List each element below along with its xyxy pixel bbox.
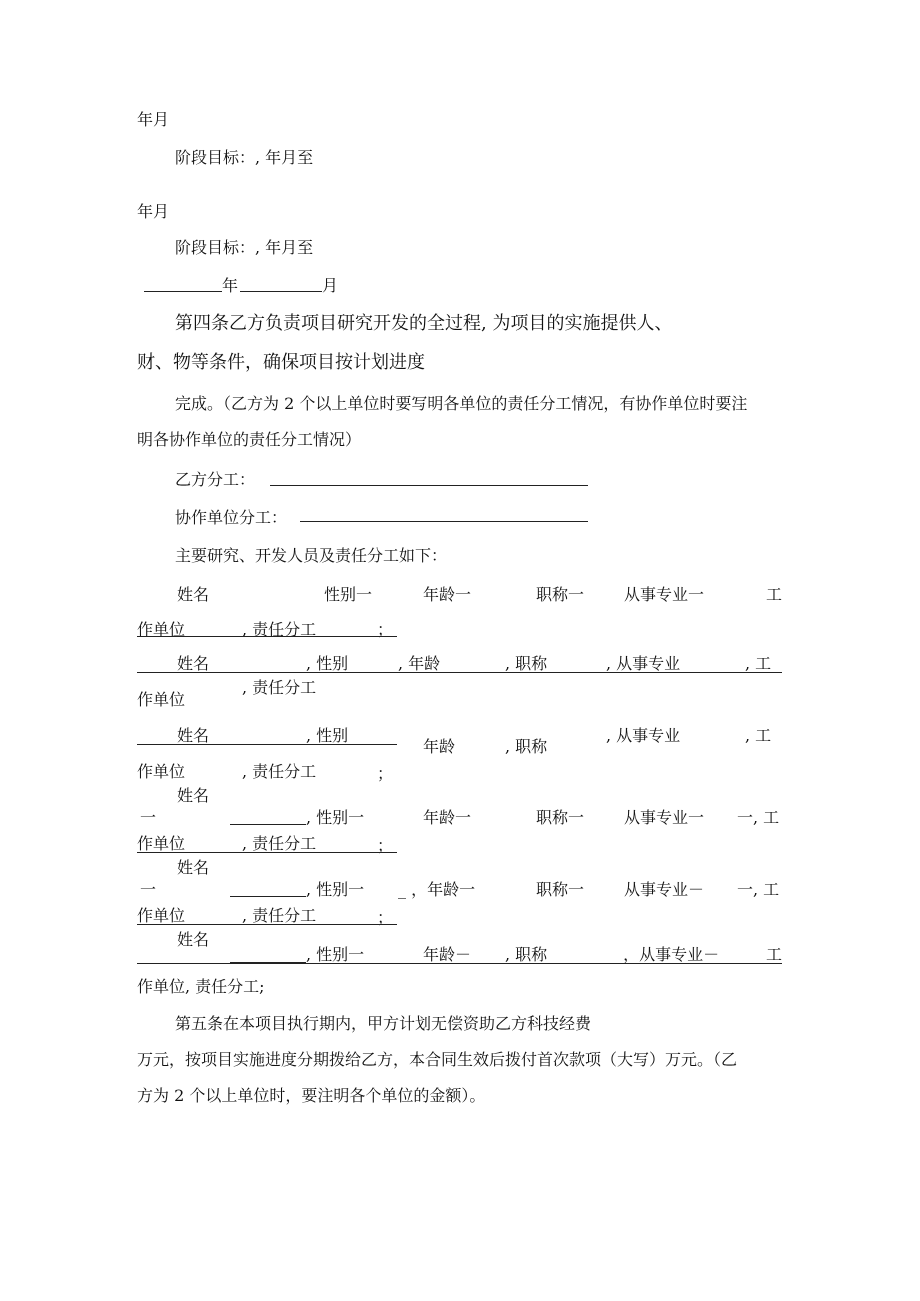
- row6-age: 年龄－: [423, 945, 472, 964]
- blank-year: [144, 291, 222, 292]
- row3-semicolon: ；: [377, 764, 394, 783]
- row3-gong: , 工: [745, 726, 772, 745]
- row6-title: , 职称: [505, 945, 548, 964]
- row2-gender: , 性别: [306, 654, 349, 673]
- row4-major: 从事专业一: [624, 808, 705, 827]
- stage-goal-2: 阶段目标：, 年月至: [175, 238, 314, 257]
- stage-goal-1: 阶段目标：, 年月至: [175, 148, 314, 167]
- row4-unit: 作单位: [137, 834, 186, 853]
- row3-gender: , 性别: [306, 726, 349, 745]
- row6-name: 姓名: [177, 930, 210, 949]
- row1-semicolon: ；: [377, 620, 394, 639]
- row1-name: 姓名: [177, 585, 210, 604]
- row4-duty: , 责任分工: [242, 834, 317, 853]
- row3-age: 年龄: [423, 737, 456, 756]
- row2-title: , 职称: [505, 654, 548, 673]
- row5-semicolon: ；: [377, 908, 394, 927]
- row1-gender: 性别一: [324, 585, 373, 604]
- row1-underline: [137, 636, 397, 637]
- article-4-line-1: 第四条乙方负责项目研究开发的全过程, 为项目的实施提供人、: [175, 313, 673, 334]
- coop-division-field[interactable]: [300, 521, 588, 522]
- row4-age: 年龄一: [423, 808, 472, 827]
- row4-gender: , 性别一: [306, 808, 365, 827]
- coop-division-label: 协作单位分工：: [175, 508, 288, 527]
- row4-semicolon: ；: [377, 836, 394, 855]
- row3-major: , 从事专业: [606, 726, 681, 745]
- row1-duty: , 责任分工: [242, 620, 317, 639]
- row2-name: 姓名: [177, 654, 210, 673]
- row1-gong: 工: [766, 585, 783, 604]
- row1-major: 从事专业一: [624, 585, 705, 604]
- row6-gender: , 性别一: [306, 945, 365, 964]
- row5-duty: , 责任分工: [242, 906, 317, 925]
- row3-underline: [137, 744, 397, 745]
- party-b-division-label: 乙方分工：: [175, 470, 256, 489]
- completion-note-2: 明各协作单位的责任分工情况）: [137, 430, 362, 449]
- label-month: 月: [322, 276, 339, 295]
- blank-month: [240, 291, 322, 292]
- article-5-line-2: 万元，按项目实施进度分期拨给乙方，本合同生效后拨付首次款项（大写）万元。（乙: [137, 1050, 738, 1069]
- text-year-month-2: 年月: [137, 202, 170, 221]
- row6-major: _ ，从事专业－: [610, 945, 720, 964]
- row3-title: , 职称: [505, 737, 548, 756]
- row5-name: 姓名: [177, 858, 210, 877]
- article-5-line-3: 方为 2 个以上单位时，要注明各个单位的金额）。: [137, 1086, 486, 1105]
- row1-unit: 作单位: [137, 620, 186, 639]
- row3-unit: 作单位: [137, 762, 186, 781]
- row5-dash: 一: [140, 880, 157, 899]
- last-unit-duty: 作单位, 责任分工;: [137, 977, 265, 996]
- row4-dash: 一: [140, 808, 157, 827]
- row6-dash: __: [140, 945, 156, 964]
- row4-underline: [137, 852, 397, 853]
- row4-title: 职称一: [536, 808, 585, 827]
- text-year-month-1: 年月: [137, 110, 170, 129]
- row6-gong: 工: [766, 945, 783, 964]
- row4-gong: 一, 工: [737, 808, 780, 827]
- row5-name-blank[interactable]: [230, 896, 306, 897]
- party-b-division-field[interactable]: [270, 485, 588, 486]
- row4-name-blank[interactable]: [230, 824, 306, 825]
- row5-underline: [137, 924, 397, 925]
- row2-age: , 年龄: [398, 654, 441, 673]
- row3-duty: , 责任分工: [242, 762, 317, 781]
- row2-gong: , 工: [745, 654, 772, 673]
- row5-gong: 一, 工: [737, 880, 780, 899]
- article-5-line-1: 第五条在本项目执行期内，甲方计划无偿资助乙方科技经费: [175, 1014, 592, 1033]
- row5-major: 从事专业－: [624, 880, 705, 899]
- row5-title: 职称一: [536, 880, 585, 899]
- row3-name: 姓名: [177, 726, 210, 745]
- completion-note-1: 完成。（乙方为 2 个以上单位时要写明各单位的责任分工情况，有协作单位时要注: [175, 394, 748, 413]
- row6-underline: [137, 963, 782, 964]
- main-staff-intro: 主要研究、开发人员及责任分工如下：: [175, 546, 448, 565]
- row1-age: 年龄一: [423, 585, 472, 604]
- row2-duty: , 责任分工: [242, 678, 317, 697]
- row2-major: , 从事专业: [606, 654, 681, 673]
- row5-age: _ ，年龄一: [398, 880, 476, 899]
- row1-title: 职称一: [536, 585, 585, 604]
- row2-underline: [137, 672, 782, 673]
- article-4-line-2: 财、物等条件，确保项目按计划进度: [137, 352, 425, 373]
- row5-gender: , 性别一: [306, 880, 365, 899]
- row2-unit: 作单位: [137, 690, 186, 709]
- row5-unit: 作单位: [137, 906, 186, 925]
- label-year: 年: [222, 276, 239, 295]
- row4-name: 姓名: [177, 786, 210, 805]
